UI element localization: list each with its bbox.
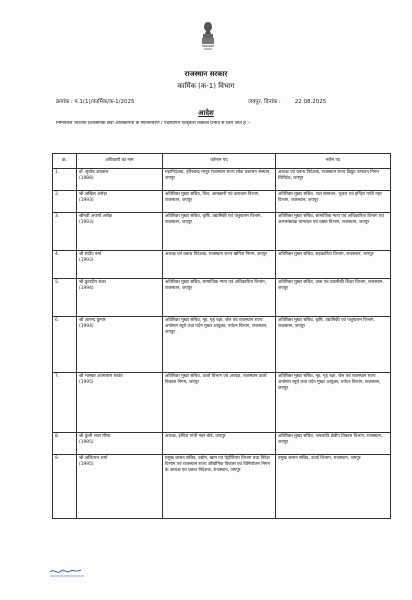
cell-officer — [77, 169, 163, 191]
officer-name: श्री कुलदीप रांका — [79, 280, 106, 285]
cell-new-post: अतिरिक्त मुख्य सचिव, सहकारिता विभाग, राजस्थान, जयपुर — [276, 251, 391, 279]
cell-sno: 5. — [53, 279, 77, 317]
cell-sno: 9. — [53, 455, 77, 519]
cell-officer — [77, 433, 163, 455]
table-row — [53, 251, 391, 279]
table-row — [53, 373, 391, 433]
header-current-post: वर्तमान पद — [163, 154, 276, 169]
cell-new-post: अतिरिक्त मुख्य सचिव, जनजाति क्षेत्रीय विकास विभाग, राजस्थान, जयपुर — [276, 433, 391, 455]
table-row — [53, 433, 391, 455]
cell-officer — [77, 373, 163, 433]
cell-new-post: अतिरिक्त मुख्य सचिव, उच्च एवं तकनीकी शिक्षा विभाग, राजस्थान, जयपुर — [276, 279, 391, 317]
table-row — [53, 455, 391, 519]
officer-name: डॉ. सुबोध अग्रवाल — [79, 170, 109, 175]
cell-sno: 2. — [53, 191, 77, 213]
intro-paragraph: निम्नांकित भारतीय प्रशासनिक सेवा अधिकारियों के स्थानान्तरण / पदस्थापन एतद्द्वारा तत्काल प्रभाव से किए जाते हैं :- — [56, 121, 251, 126]
officer-batch: (1993) — [79, 220, 94, 225]
cell-current-post: प्रमुख शासन सचिव, उद्योग, खान एवं पेट्रोलियम विभाग तथा निवेश विभाग एवं राजस्थान राज्य औद्योगिक विकास एवं विनियोजन निगम के अध्यक्ष एवं प्रबन्ध निदेशक, राजस्थान, जयपुर — [163, 455, 276, 519]
officer-batch: (1994) — [79, 286, 94, 291]
officer-batch: (1988) — [79, 176, 94, 181]
cell-new-post: अध्यक्ष एवं प्रबन्ध निदेशक, राजस्थान राज्य विद्युत उत्पादन निगम लिमिटेड, जयपुर — [276, 169, 391, 191]
cell-sno: 4. — [53, 251, 77, 279]
cell-current-post: अतिरिक्त मुख्य सचिव, कृषि, उद्यानिकी एवं पशुपालन विभाग, राजस्थान, जयपुर — [163, 213, 276, 251]
table-row — [53, 169, 391, 191]
cell-sno: 1. — [53, 169, 77, 191]
officer-name: श्री आनन्द कुमार — [79, 318, 106, 323]
cell-officer — [77, 191, 163, 213]
government-name: राजस्थान सरकार — [184, 70, 228, 78]
officer-batch: (1993) — [79, 198, 94, 203]
cell-new-post: अतिरिक्त मुख्य सचिव, जल संसाधन, भूजल एवं इन्दिरा गांधी नहर विभाग, राजस्थान, जयपुर — [276, 191, 391, 213]
cell-sno: 7. — [53, 373, 77, 433]
header-officer-name: अधिकारी का नाम — [77, 154, 163, 169]
officer-name: श्रीमती अपर्णा अरोड़ा — [79, 214, 113, 219]
cell-new-post: अतिरिक्त मुख्य सचिव, कृषि, उद्यानिकी एवं पशुपालन विभाग, राजस्थान, जयपुर — [276, 317, 391, 373]
order-date — [248, 97, 326, 105]
cell-officer — [77, 317, 163, 373]
cell-current-post: अध्यक्ष एवं प्रबन्ध निदेशक, राजस्थान राज्य खनिज निगम, जयपुर — [163, 251, 276, 279]
table-row — [53, 317, 391, 373]
cell-current-post: अतिरिक्त मुख्य सचिव, वित्त, आबकारी एवं कराधान विभाग, राजस्थान, जयपुर — [163, 191, 276, 213]
table-row — [53, 213, 391, 251]
officer-name: श्री अजिताभ शर्मा — [79, 456, 108, 461]
cell-sno: 6. — [53, 317, 77, 373]
cell-sno: 8. — [53, 433, 77, 455]
officer-batch: (1995) — [79, 462, 94, 467]
officer-name: श्री भास्कर आत्माराम सावंत — [79, 374, 123, 379]
cell-current-post: अध्यक्ष, इन्दिरा गांधी नहर बोर्ड, जयपुर — [163, 433, 276, 455]
header-new-post: नवीन पद — [276, 154, 391, 169]
cell-current-post: अतिरिक्त मुख्य सचिव, गृह, गृह रक्षा, जेल एवं राजस्थान राज्य अन्वेषण ब्यूरो तथा पदेन मुख्य आयुक्त, पर्यटन विभाग, राजस्थान, जयपुर — [163, 317, 276, 373]
cell-new-post: प्रमुख शासन सचिव, ऊर्जा विभाग, राजस्थान, जयपुर — [276, 455, 391, 519]
cell-officer — [77, 213, 163, 251]
officer-batch: (1995) — [79, 440, 94, 445]
officer-batch: (1993) — [79, 258, 94, 263]
officer-name: श्री अखिल अरोड़ा — [79, 192, 107, 197]
department-name: कार्मिक (क-1) विभाग — [177, 82, 235, 90]
table-row — [53, 191, 391, 213]
cell-new-post: अतिरिक्त मुख्य सचिव, गृह, गृह रक्षा, जेल एवं राजस्थान राज्य अन्वेषण ब्यूरो तथा पदेन मुख्य आयुक्त, पर्यटन विभाग, राजस्थान, जयपुर — [276, 373, 391, 433]
order-title: आदेश — [198, 109, 214, 117]
order-number: क्रमांक : प.1(1)/कार्मिक/क-1/2025 — [56, 99, 135, 105]
transfer-table — [52, 153, 391, 519]
cell-sno: 3. — [53, 213, 77, 251]
table-header-row — [53, 154, 391, 169]
cell-current-post: अतिरिक्त मुख्य सचिव, ऊर्जा विभाग एवं अध्यक्ष, राजस्थान ऊर्जा विकास निगम, जयपुर — [163, 373, 276, 433]
officer-batch: (1995) — [79, 380, 94, 385]
header-sno: क्रं. — [53, 154, 77, 169]
cell-officer — [77, 455, 163, 519]
cell-current-post: अतिरिक्त मुख्य सचिव, सामाजिक न्याय एवं अधिकारिता विभाग, राजस्थान, जयपुर — [163, 279, 276, 317]
cell-officer — [77, 251, 163, 279]
officer-name: श्री कुंजी लाल मीणा — [79, 434, 111, 439]
rajasthan-emblem-icon — [198, 20, 218, 54]
officer-name: श्री संदीप वर्मा — [79, 252, 102, 257]
officer-batch: (1994) — [79, 324, 94, 329]
cell-current-post: महानिदेशक, हरिश्चन्द्र माथुर राजस्थान राज्य लोक प्रशासन संस्थान, जयपुर — [163, 169, 276, 191]
cell-officer — [77, 279, 163, 317]
date-label: जयपुर, दिनांक : — [248, 99, 281, 105]
cell-new-post: अतिरिक्त मुख्य सचिव, सामाजिक न्याय एवं अधिकारिता विभाग एवं अल्पसंख्यक मामलात एवं वक्फ विभाग, राजस्थान, जयपुर — [276, 213, 391, 251]
signature-mark — [48, 566, 88, 578]
date-value: 22.08.2025 — [294, 99, 327, 105]
table-row — [53, 279, 391, 317]
